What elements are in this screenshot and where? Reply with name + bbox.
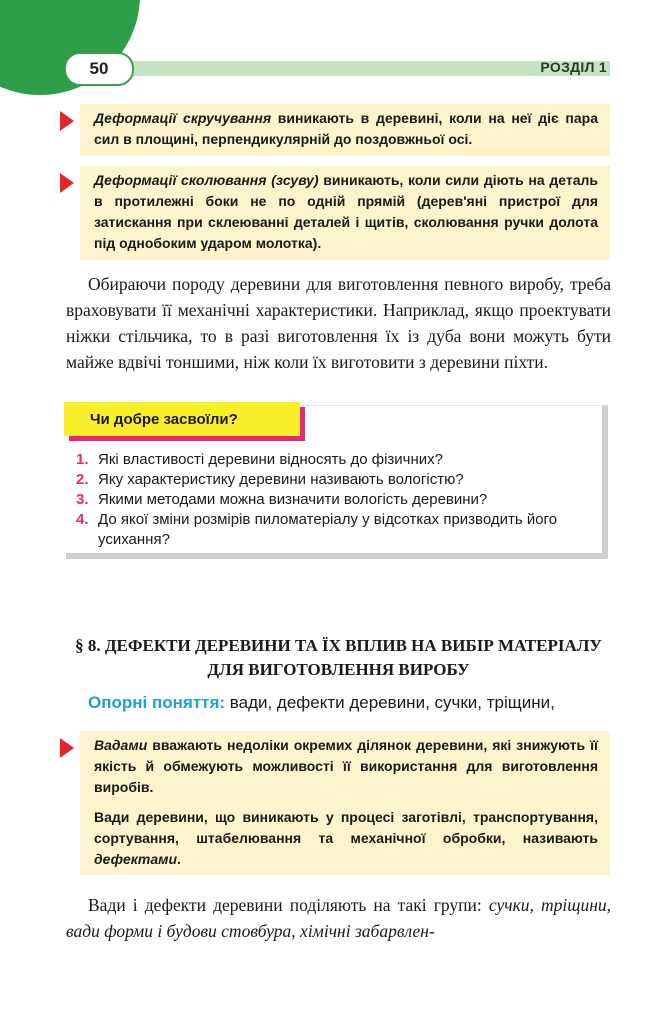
definition-text: Деформації скручування виникають в деревині, коли на неї діє пара сил в площині, перпендикулярній до поздовжньої осі. <box>94 110 599 147</box>
body-paragraph: Обираючи породу деревини для виготовлення певного виробу, треба враховувати її механічні характеристики. Наприклад, якщо проектувати ніжки стільчика, то в разі виготовлення їх із дуба вони можуть бути майже вдвічі тоншими, ніж коли їх виготовити з деревини піхти. <box>66 274 611 372</box>
question-item: 1. Які властивості деревини відносять до фізичних? <box>76 451 443 468</box>
definition-box <box>80 731 610 875</box>
bullet-arrow-icon <box>60 111 74 131</box>
definition-term: дефектами <box>94 851 178 867</box>
questions-title: Чи добре засвоїли? <box>64 402 300 436</box>
definition-box <box>80 104 610 156</box>
definition-text: Вадами вважають недоліки окремих ділянок деревини, які знижують її якість й обмежують можливості її використання для виготовлення виробів. <box>94 737 598 795</box>
definition-term: Деформації скручування <box>94 110 272 126</box>
body-paragraph: Вади і дефекти деревини поділяють на такі групи: сучки, тріщини, вади форми і будови стовбура, хімічні забарвлен- <box>66 895 611 941</box>
header-band <box>128 61 610 76</box>
definition-term: Деформації сколювання (зсуву) <box>94 172 319 188</box>
question-item: 4. До якої зміни розмірів пиломатеріалу у відсотках призводить його усихання? <box>76 511 558 548</box>
page-number: 50 <box>64 52 134 86</box>
definition-box <box>80 166 610 260</box>
definition-term: Вадами <box>94 737 148 753</box>
key-concepts-label: Опорні поняття: <box>88 693 226 712</box>
key-concepts: Опорні поняття: вади, дефекти деревини, сучки, тріщини, <box>88 693 555 712</box>
question-item: 3. Якими методами можна визначити вологість деревини? <box>76 491 488 508</box>
section-name: РОЗДІЛ 1 <box>540 59 607 75</box>
questions-list <box>76 450 606 550</box>
definition-text: Деформації сколювання (зсуву) виникають, коли сили діють на деталь в протилежні боки не по одній прямій (дерев'яні пристрої для затискання при склеюванні деталей і щитів, сколювання ручки долота під однобоким ударом молотка). <box>94 172 598 251</box>
definition-text: Вади деревини, що виникають у процесі заготівлі, транспортування, сортування, штабелювання та механічної обробки, називають дефектами. <box>94 809 598 867</box>
question-item: 2. Яку характеристику деревини називають вологістю? <box>76 471 464 488</box>
bullet-arrow-icon <box>60 173 74 193</box>
bullet-arrow-icon <box>60 738 74 758</box>
section-title: § 8. ДЕФЕКТИ ДЕРЕВИНИ ТА ЇХ ВПЛИВ НА ВИБІР МАТЕРІАЛУ ДЛЯ ВИГОТОВЛЕННЯ ВИРОБУ <box>75 636 602 679</box>
